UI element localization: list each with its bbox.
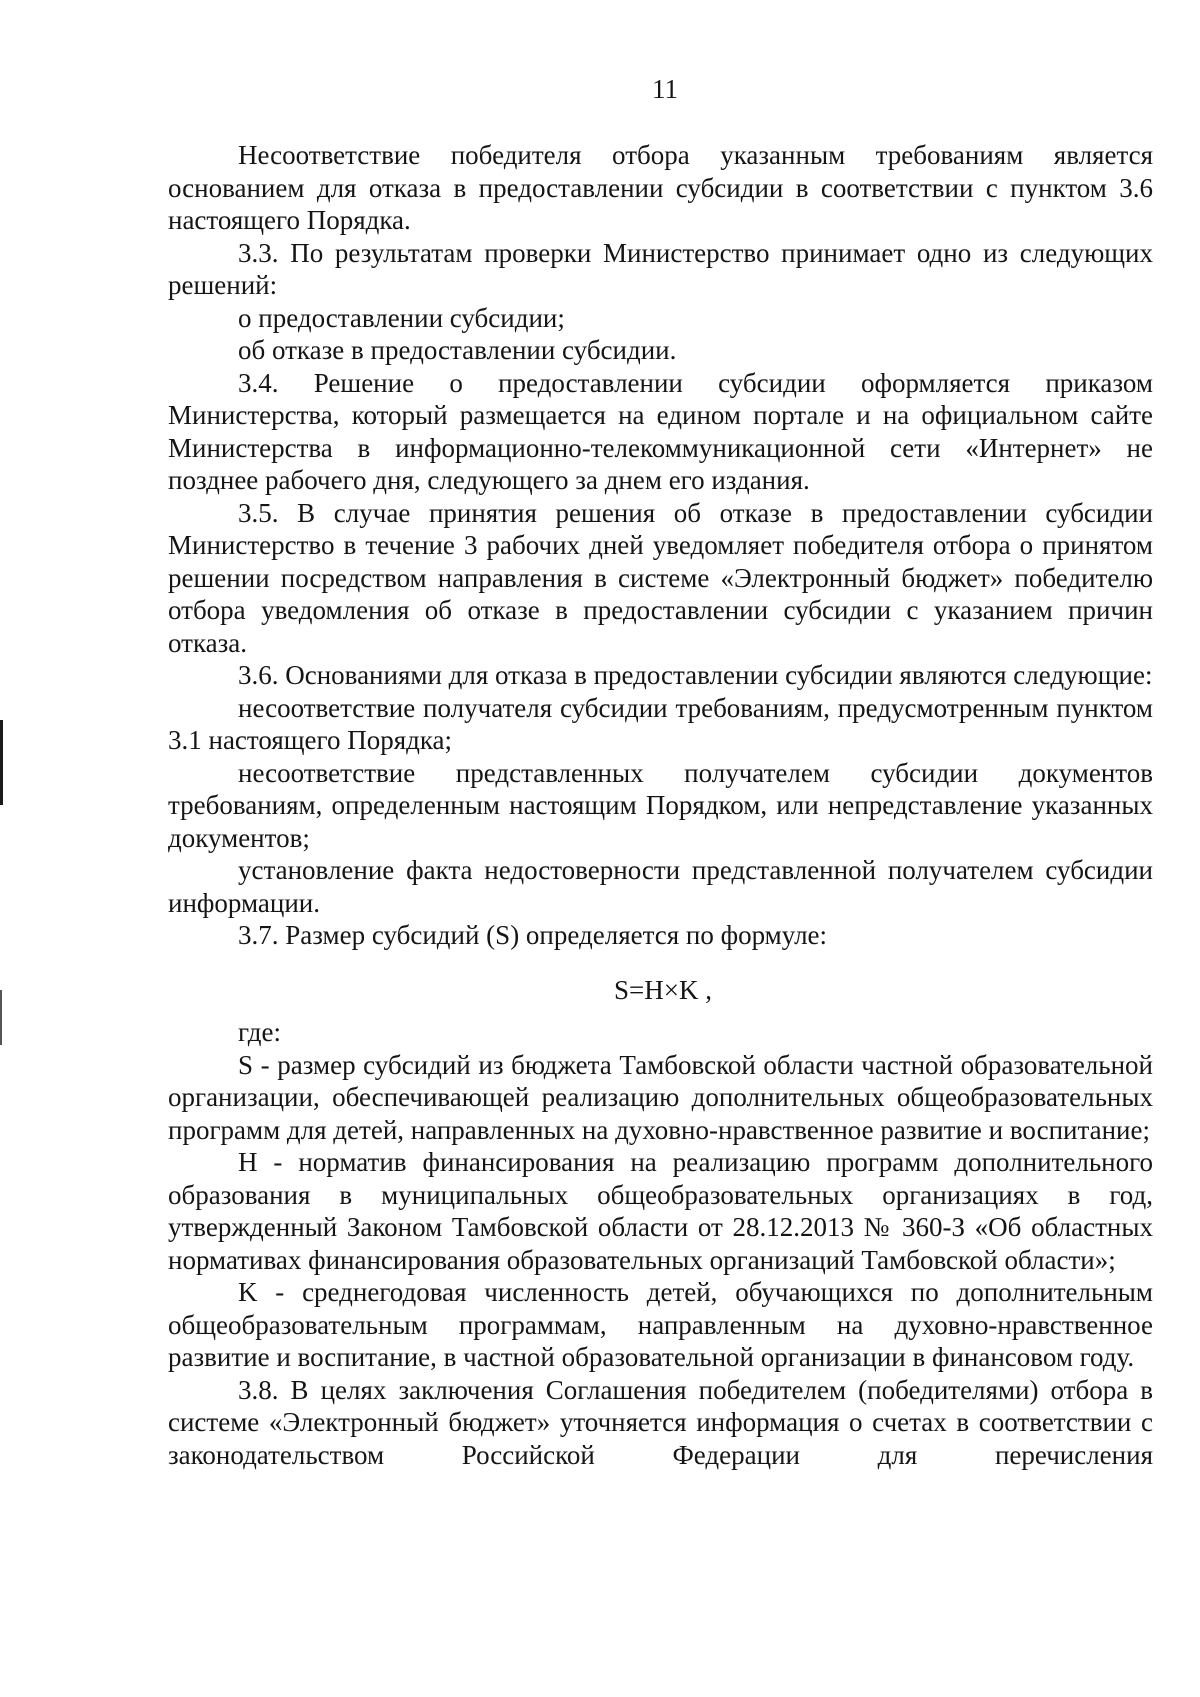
refusal-ground-2: несоответствие представленных получателем субсидии документов требованиям, определенным настоящим Порядком, или непредставление указанных документов; xyxy=(168,757,1153,853)
paragraph-3-5: 3.5. В случае принятия решения об отказе в предоставлении субсидии Министерство в течение 3 рабочих дней уведомляет победителя отбора о принятом решении посредством направления в системе «Электронный бюджет» победителю отбора уведомления об отказе в предоставлении субсидии с указанием причин отказа. xyxy=(168,497,1153,658)
refusal-ground-3: установление факта недостоверности представленной получателем субсидии информации. xyxy=(168,855,1153,918)
definition-h: H - норматив финансирования на реализацию программ дополнительного образования в муниципальных общеобразовательных организациях в год, утвержденный Законом Тамбовской области от 28.12.2013 № 360-З «Об областных нормативах финансирования образовательных организаций Тамбовской области»; xyxy=(168,1147,1153,1275)
subsidy-formula: S=H×K , xyxy=(614,974,712,1005)
paragraph-3-7: 3.7. Размер субсидий (S) определяется по формуле: xyxy=(238,920,828,950)
definition-s: S - размер субсидий из бюджета Тамбовской области частной образовательной организации, обеспечивающей реализацию дополнительных общеобразовательных программ для детей, направленных на духовно-нравственное развитие и воспитание; xyxy=(168,1049,1153,1145)
paragraph-noncompliance: Несоответствие победителя отбора указанным требованиям является основанием для отказа в предоставлении субсидии в соответствии с пунктом 3.6 настоящего Порядка. xyxy=(168,140,1153,235)
document-body xyxy=(168,139,1153,1471)
definition-k: K - среднегодовая численность детей, обучающихся по дополнительным общеобразовательным программам, направленным на духовно-нравственное развитие и воспитание, в частной образовательной организации в финансовом году. xyxy=(168,1277,1153,1372)
scan-edge-mark xyxy=(0,990,2,1045)
paragraph-3-6: 3.6. Основаниями для отказа в предоставлении субсидии являются следующие: xyxy=(238,660,1153,690)
paragraph-3-3: 3.3. По результатам проверки Министерство принимает одно из следующих решений: xyxy=(168,237,1153,300)
refusal-ground-1: несоответствие получателя субсидии требованиям, предусмотренным пунктом 3.1 настоящего Порядка; xyxy=(168,692,1153,755)
where-label: где: xyxy=(238,1017,281,1047)
decision-option-refusal: об отказе в предоставлении субсидии. xyxy=(238,335,677,365)
paragraph-3-8: 3.8. В целях заключения Соглашения победителем (победителями) отбора в системе «Электронный бюджет» уточняется информация о счетах в соответствии с законодательством Российской Федерации для перечисления xyxy=(168,1374,1153,1470)
paragraph-3-4: 3.4. Решение о предоставлении субсидии оформляется приказом Министерства, который размещается на едином портале и на официальном сайте Министерства в информационно-телекоммуникационной сети «Интернет» не позднее рабочего дня, следующего за днем его издания. xyxy=(168,367,1153,495)
page-number: 11 xyxy=(652,74,678,104)
decision-option-grant: о предоставлении субсидии; xyxy=(238,302,565,333)
scan-edge-mark xyxy=(0,720,3,805)
